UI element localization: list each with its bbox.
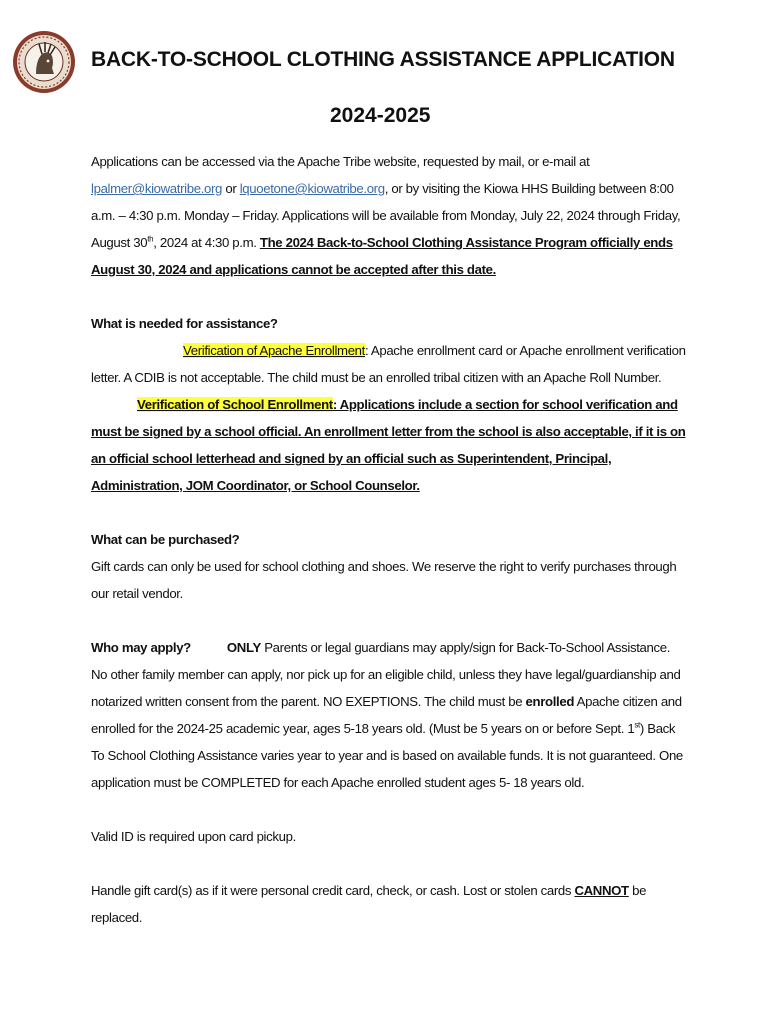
apache-enrollment-paragraph: Verification of Apache Enrollment: Apache enrollment card or Apache enrollment verification letter. A CDIB is not acceptable. The child must be an enrolled tribal citizen with an Apache Roll Number. [91,343,686,385]
purchase-paragraph: Gift cards can only be used for school clothing and shoes. We reserve the right to verify purchases through our retail vendor. [91,559,677,601]
email-link-lpalmer[interactable]: lpalmer@kiowatribe.org [91,181,223,196]
intro-paragraph: Applications can be accessed via the Apache Tribe website, requested by mail, or e-mail at lpalmer@kiowatribe.org or lquoetone@kiowatribe.org, or by visiting the Kiowa HHS Building between 8:00 a.m. – 4:30 p.m. Monday – Friday. Applications will be available from Monday, July 22, 2024 through Friday, August 30th, 2024 at 4:30 p.m. The 2024 Back-to-School Clothing Assistance Program officially ends August 30, 2024 and applications cannot be accepted after this date. [91,154,681,277]
apply-paragraph: Who may apply? ONLY Parents or legal guardians may apply/sign for Back-To-School Assistance. No other family member can apply, nor pick up for an eligible child, unless they have legal/guardianship and notarized written consent from the parent. NO EXEPTIONS. The child must be enrolled Apache citizen and enrolled for the 2024-25 academic year, ages 5-18 years old. (Must be 5 years on or before Sept. 1st) Back To School Clothing Assistance varies year to year and is based on available funds. It is not guaranteed. One application must be COMPLETED for each Apache enrolled student ages 5- 18 years old. [91,640,683,790]
valid-id-paragraph: Valid ID is required upon card pickup. [91,829,296,844]
school-year: 2024-2025 [330,104,431,127]
email-link-lquoetone[interactable]: lquoetone@kiowatribe.org [239,181,385,196]
deadline-notice: The 2024 Back-to-School Clothing Assistance Program officially ends August 30, 2024 and applications cannot be accepted after this date. [91,235,673,277]
school-enrollment-label: Verification of School Enrollment [137,397,333,412]
needed-heading: What is needed for assistance? [91,316,278,331]
document-body [91,148,686,931]
school-enrollment-paragraph: Verification of School Enrollment: Applications include a section for school verification and must be signed by a school official. An enrollment letter from the school is also acceptable, if it is on an official school letterhead and signed by an official such as Superintendent, Principal, Administration, JOM Coordinator, or School Counselor. [91,397,686,493]
apache-enrollment-label: Verification of Apache Enrollment [183,343,365,358]
purchase-heading: What can be purchased? [91,532,240,547]
tribal-seal-icon [12,30,76,94]
apply-heading: Who may apply? [91,640,191,655]
page-title: BACK-TO-SCHOOL CLOTHING ASSISTANCE APPLICATION [91,48,675,71]
handle-paragraph: Handle gift card(s) as if it were personal credit card, check, or cash. Lost or stolen cards CANNOT be replaced. [91,883,647,925]
